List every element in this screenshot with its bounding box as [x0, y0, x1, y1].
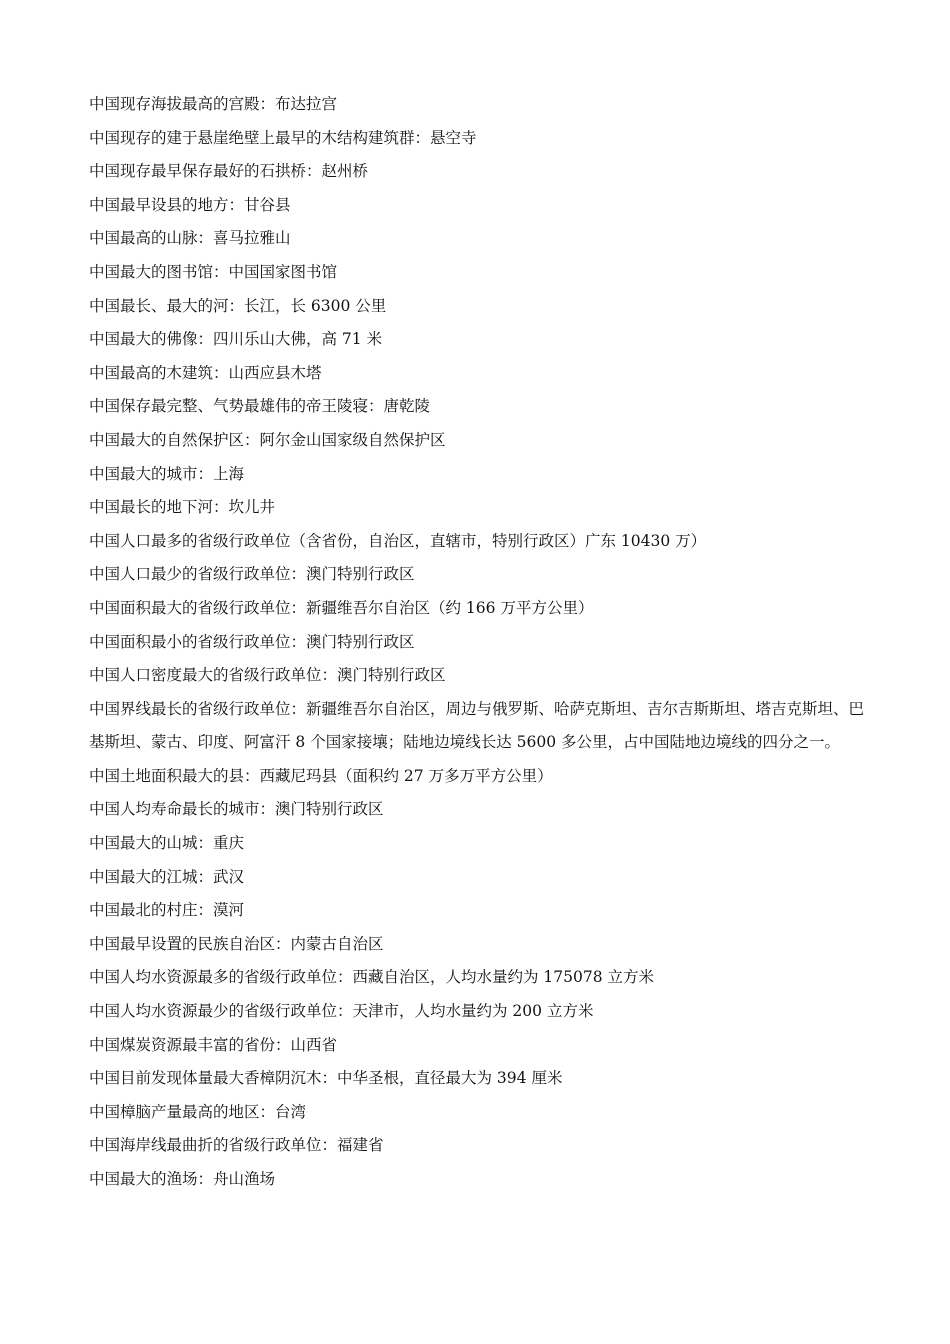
text-line: 中国最高的木建筑：山西应县木塔: [89, 363, 322, 382]
text-line: 中国最早设县的地方：甘谷县: [89, 195, 291, 214]
text-line: 中国最大的渔场：舟山渔场: [89, 1170, 276, 1188]
text-line: 中国海岸线最曲折的省级行政单位：福建省: [89, 1136, 384, 1155]
text-line: 中国最大的图书馆：中国国家图书馆: [89, 262, 338, 281]
document-body: [89, 88, 864, 1197]
text-line: 中国樟脑产量最高的地区：台湾: [89, 1102, 307, 1121]
text-line: 中国最早设置的民族自治区：内蒙古自治区: [89, 934, 384, 953]
text-line: 中国最大的自然保护区：阿尔金山国家级自然保护区: [89, 430, 446, 449]
text-line: 中国目前发现体量最大香樟阴沉木：中华圣根，直径最大为 394 厘米: [89, 1069, 563, 1088]
text-line: 中国人口最多的省级行政单位（含省份，自治区，直辖市，特别行政区）广东 10430 万）: [89, 531, 707, 550]
text-line: 中国面积最小的省级行政单位：澳门特别行政区: [89, 632, 415, 651]
text-line: 中国最大的佛像：四川乐山大佛，高 71 米: [89, 330, 383, 349]
text-line: 中国界线最长的省级行政单位：新疆维吾尔自治区，周边与俄罗斯、哈萨克斯坦、吉尔吉斯斯坦、塔吉克斯坦、巴基斯坦、蒙古、印度、阿富汗 8 个国家接壤；陆地边境线长达 5600 多公里，占中国陆地边境线的四分之一。: [89, 699, 865, 752]
text-line: 中国最大的山城：重庆: [89, 834, 245, 853]
text-line: 中国最大的江城：武汉: [89, 867, 245, 886]
text-line: 中国现存最早保存最好的石拱桥：赵州桥: [89, 162, 369, 181]
text-line: 中国最高的山脉：喜马拉雅山: [89, 229, 291, 248]
text-line: 中国最长的地下河：坎儿井: [89, 498, 276, 517]
text-line: 中国保存最完整、气势最雄伟的帝王陵寝：唐乾陵: [89, 397, 431, 416]
text-line: 中国面积最大的省级行政单位：新疆维吾尔自治区（约 166 万平方公里）: [89, 598, 594, 617]
text-line: 中国人均寿命最长的城市：澳门特别行政区: [89, 800, 384, 819]
text-line: 中国最大的城市：上海: [89, 464, 245, 483]
text-line: 中国人均水资源最多的省级行政单位：西藏自治区，人均水量约为 175078 立方米: [89, 968, 655, 987]
text-line: 中国人口最少的省级行政单位：澳门特别行政区: [89, 565, 415, 584]
text-line: 中国土地面积最大的县：西藏尼玛县（面积约 27 万多万平方公里）: [89, 766, 553, 785]
text-line: 中国人口密度最大的省级行政单位：澳门特别行政区: [89, 666, 446, 685]
text-line: 中国现存的建于悬崖绝壁上最早的木结构建筑群：悬空寺: [89, 128, 477, 147]
text-line: 中国现存海拔最高的宫殿：布达拉宫: [89, 95, 338, 113]
text-line: 中国最北的村庄：漠河: [89, 901, 245, 920]
text-line: 中国最长、最大的河：长江，长 6300 公里: [89, 296, 387, 315]
text-line: 中国人均水资源最少的省级行政单位：天津市，人均水量约为 200 立方米: [89, 1002, 594, 1021]
text-line: 中国煤炭资源最丰富的省份：山西省: [89, 1035, 338, 1054]
